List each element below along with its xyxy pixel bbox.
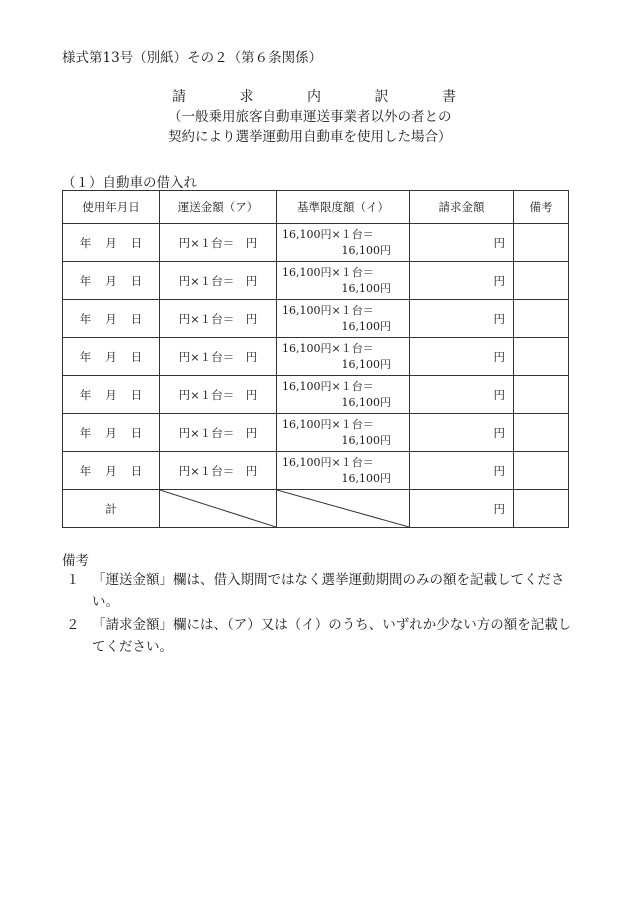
fare-cell[interactable]: 円×１台＝ 円: [160, 452, 277, 490]
remarks-cell[interactable]: [514, 262, 569, 300]
day-label: 日: [130, 273, 143, 288]
claim-cell[interactable]: 円: [410, 452, 514, 490]
fare-cell[interactable]: 円×１台＝ 円: [160, 414, 277, 452]
header-date: 使用年月日: [63, 191, 160, 224]
limit-result: 16,100円: [341, 319, 391, 333]
total-limit-cell: [277, 490, 410, 528]
remark-note: [62, 614, 572, 658]
remarks-cell[interactable]: [514, 300, 569, 338]
year-label: 年: [79, 387, 92, 402]
month-label: 月: [105, 273, 117, 288]
day-label: 日: [130, 425, 143, 440]
limit-cell: [277, 224, 410, 262]
remarks-cell[interactable]: [514, 224, 569, 262]
limit-formula: 16,100円×１台＝: [282, 265, 374, 279]
remarks-cell[interactable]: [514, 338, 569, 376]
limit-cell: [277, 338, 410, 376]
claim-cell[interactable]: 円: [410, 224, 514, 262]
month-label: 月: [105, 425, 117, 440]
fare-cell[interactable]: 円×１台＝ 円: [160, 262, 277, 300]
title-char: 訳: [374, 89, 389, 105]
claim-table: [62, 190, 569, 528]
month-label: 月: [105, 387, 117, 402]
title-char: 内: [307, 89, 321, 105]
header-limit: 基準限度額（イ）: [277, 191, 410, 224]
remarks-cell[interactable]: [514, 414, 569, 452]
table-row: [63, 414, 569, 452]
day-label: 日: [130, 387, 143, 402]
table-row: [63, 338, 569, 376]
header-remarks: 備考: [514, 191, 569, 224]
limit-formula: 16,100円×１台＝: [282, 379, 374, 393]
title-char: 求: [239, 89, 254, 105]
fare-cell[interactable]: 円×１台＝ 円: [160, 376, 277, 414]
claim-cell[interactable]: 円: [410, 338, 514, 376]
year-label: 年: [79, 349, 92, 364]
limit-formula: 16,100円×１台＝: [282, 341, 374, 355]
document-subtitle: [168, 107, 452, 147]
table-header-row: [63, 191, 569, 224]
note-number: １: [66, 572, 80, 588]
day-label: 日: [130, 235, 143, 250]
date-cell[interactable]: [63, 376, 160, 414]
note-text: 「請求金額」欄には、（ア）又は（イ）のうち、いずれか少ない方の額を記載してください。: [92, 617, 572, 655]
limit-formula: 16,100円×１台＝: [282, 303, 374, 317]
total-row: [63, 490, 569, 528]
header-claim: 請求金額: [410, 191, 514, 224]
limit-formula: 16,100円×１台＝: [282, 455, 374, 469]
total-fare-cell: [160, 490, 277, 528]
limit-result: 16,100円: [341, 243, 391, 257]
year-label: 年: [79, 463, 92, 478]
claim-cell[interactable]: 円: [410, 414, 514, 452]
year-label: 年: [79, 311, 92, 326]
limit-cell: [277, 452, 410, 490]
subtitle-line: （一般乗用旅客自動車運送事業者以外の者との: [168, 109, 452, 125]
limit-cell: [277, 414, 410, 452]
table-row: [63, 262, 569, 300]
diagonal-line: [160, 490, 276, 527]
document-title: [172, 86, 456, 106]
section-heading: （１）自動車の借入れ: [62, 175, 197, 191]
header-fare: 運送金額（ア）: [160, 191, 277, 224]
remarks-title: 備考: [62, 553, 89, 569]
title-char: 請: [172, 89, 186, 105]
limit-result: 16,100円: [341, 471, 391, 485]
claim-cell[interactable]: 円: [410, 300, 514, 338]
total-label: 計: [63, 490, 160, 528]
limit-cell: [277, 300, 410, 338]
month-label: 月: [105, 349, 117, 364]
note-text: 「運送金額」欄は、借入期間ではなく選挙運動期間のみの額を記載してください。: [92, 572, 565, 610]
date-cell[interactable]: [63, 452, 160, 490]
date-cell[interactable]: [63, 300, 160, 338]
limit-result: 16,100円: [341, 281, 391, 295]
month-label: 月: [105, 311, 117, 326]
claim-cell[interactable]: 円: [410, 262, 514, 300]
day-label: 日: [130, 349, 143, 364]
limit-formula: 16,100円×１台＝: [282, 417, 374, 431]
fare-cell[interactable]: 円×１台＝ 円: [160, 300, 277, 338]
limit-cell: [277, 376, 410, 414]
fare-cell[interactable]: 円×１台＝ 円: [160, 224, 277, 262]
total-claim-cell[interactable]: 円: [410, 490, 514, 528]
remark-note: [62, 569, 572, 613]
note-number: ２: [66, 617, 80, 633]
month-label: 月: [105, 235, 117, 250]
day-label: 日: [130, 311, 143, 326]
limit-cell: [277, 262, 410, 300]
date-cell[interactable]: [63, 224, 160, 262]
remarks-cell[interactable]: [514, 452, 569, 490]
claim-cell[interactable]: 円: [410, 376, 514, 414]
limit-formula: 16,100円×１台＝: [282, 227, 374, 241]
date-cell[interactable]: [63, 414, 160, 452]
limit-result: 16,100円: [341, 357, 391, 371]
date-cell[interactable]: [63, 262, 160, 300]
limit-result: 16,100円: [341, 433, 391, 447]
day-label: 日: [130, 463, 143, 478]
year-label: 年: [79, 235, 92, 250]
month-label: 月: [105, 463, 117, 478]
title-char: 書: [442, 89, 456, 105]
year-label: 年: [79, 273, 92, 288]
table-row: [63, 300, 569, 338]
fare-cell[interactable]: 円×１台＝ 円: [160, 338, 277, 376]
date-cell[interactable]: [63, 338, 160, 376]
year-label: 年: [79, 425, 92, 440]
remarks-cell[interactable]: [514, 376, 569, 414]
table-row: [63, 452, 569, 490]
limit-result: 16,100円: [341, 395, 391, 409]
form-number: 様式第13号（別紙）その２（第６条関係）: [62, 50, 323, 66]
table-row: [63, 376, 569, 414]
diagonal-line: [277, 490, 409, 527]
total-remarks-cell[interactable]: [514, 490, 569, 528]
table-row: [63, 224, 569, 262]
subtitle-line: 契約により選挙運動用自動車を使用した場合）: [168, 129, 452, 145]
